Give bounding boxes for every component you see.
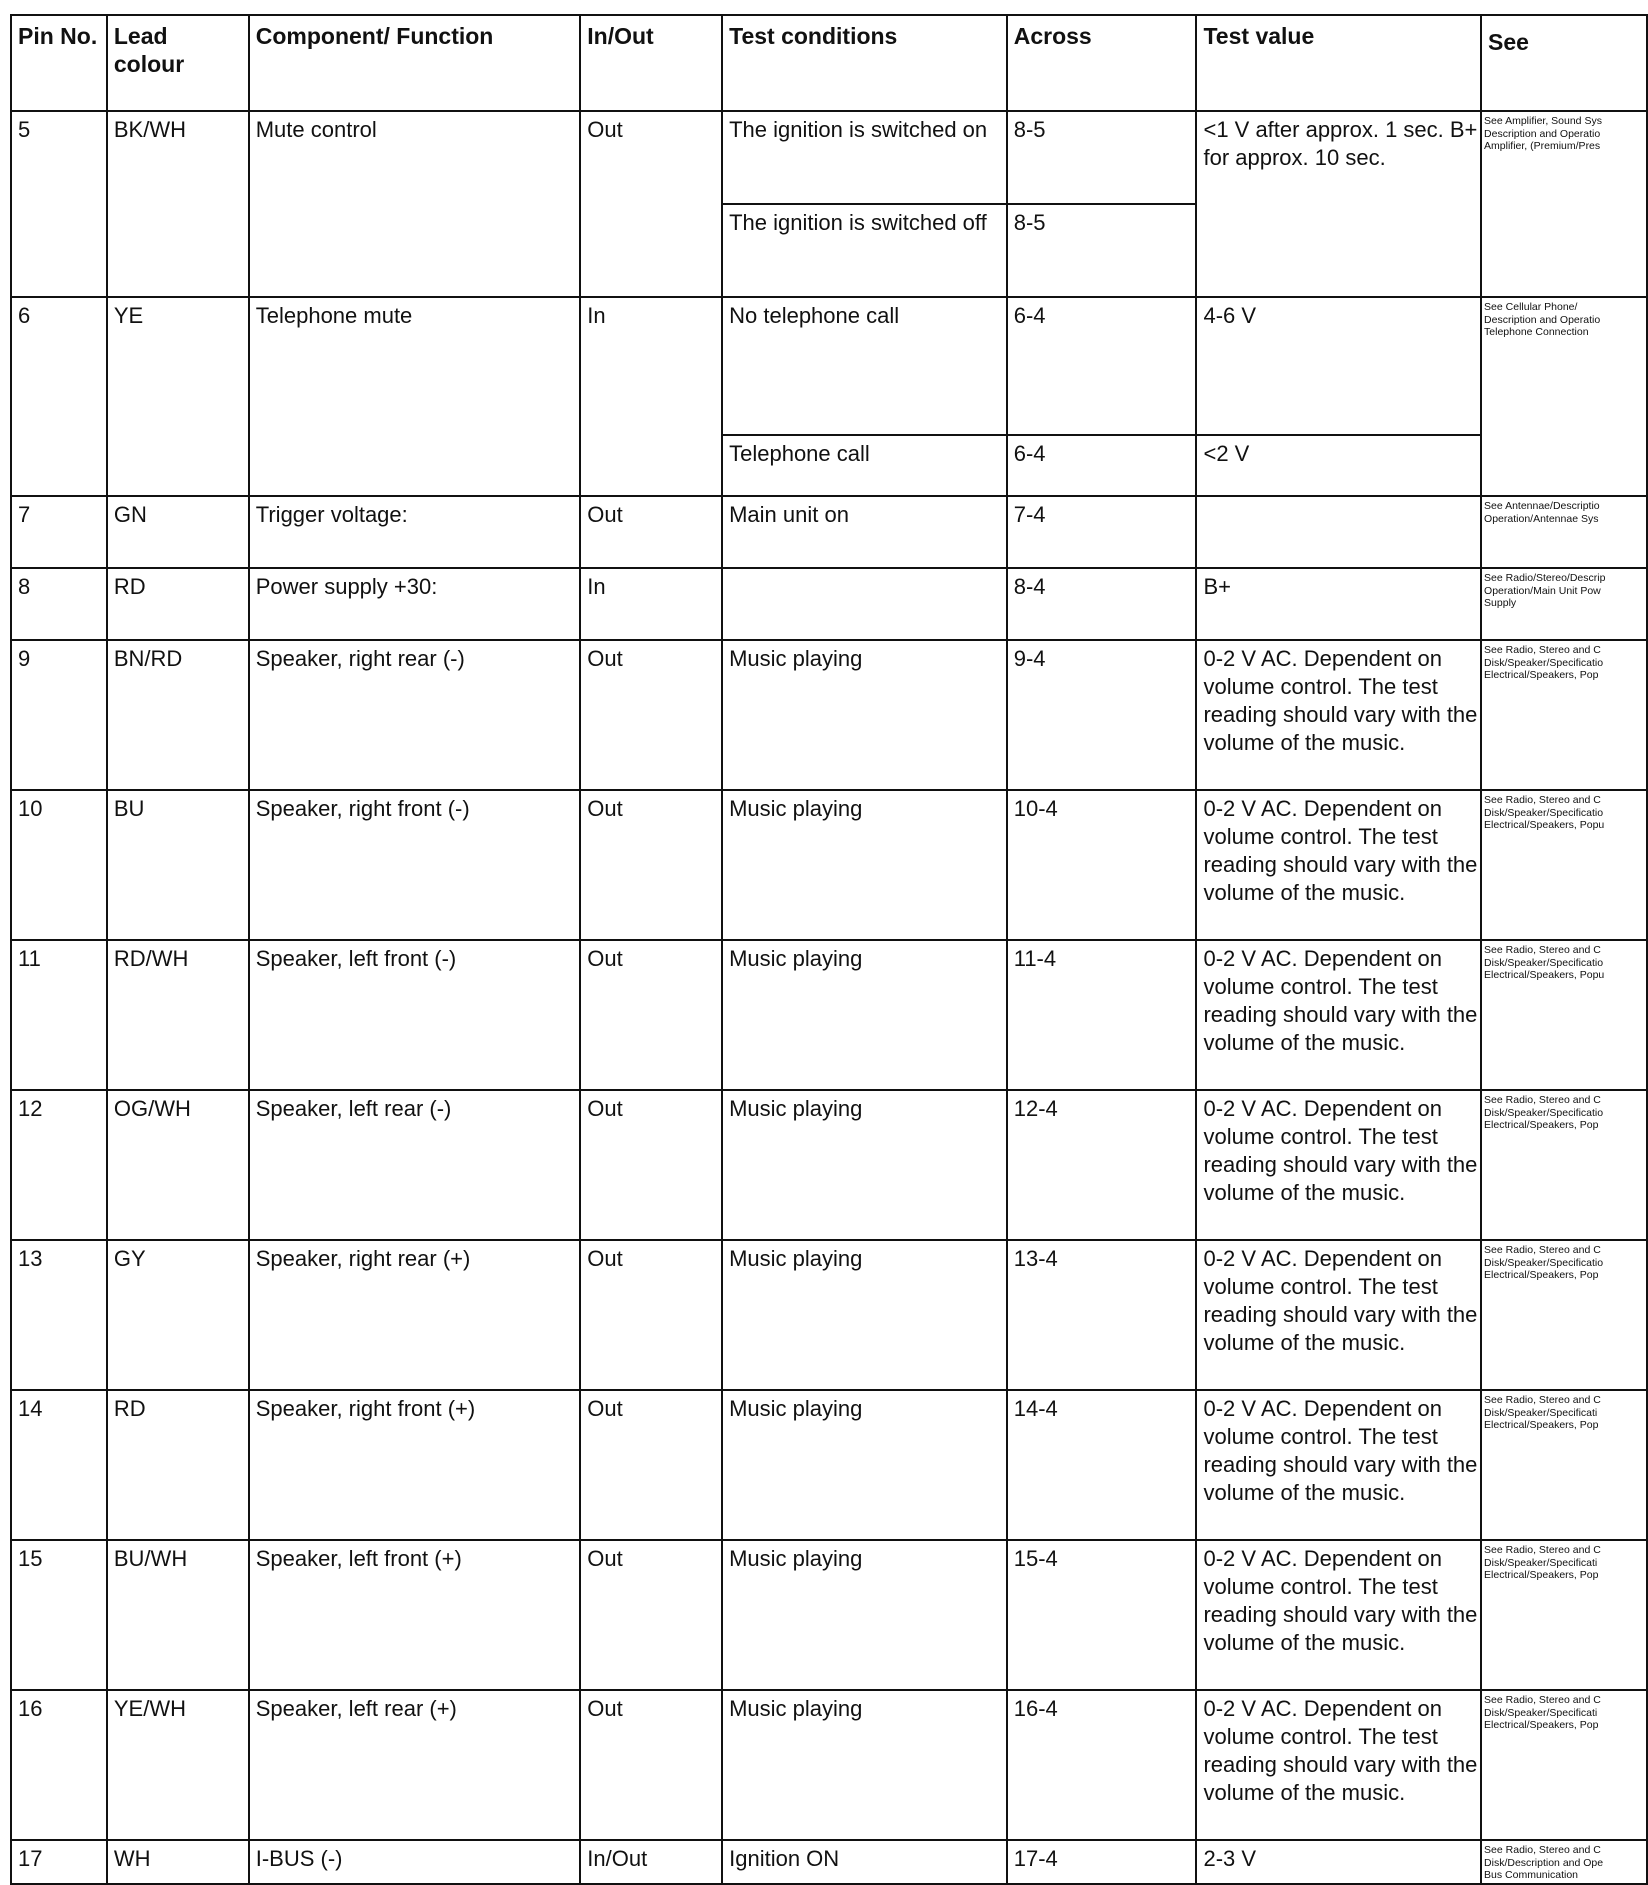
header-across: Across: [1007, 15, 1197, 111]
across-cell: 6-4: [1007, 435, 1197, 496]
test-condition-cell: Ignition ON: [722, 1840, 1007, 1884]
see-reference-line: Electrical/Speakers, Popu: [1484, 819, 1605, 831]
header-test-conditions: Test conditions: [722, 15, 1007, 111]
pin-cell: 14: [11, 1390, 107, 1540]
see-reference-line: Disk/Speaker/Specificatio: [1484, 1256, 1604, 1269]
test-value-cell: 0-2 V AC. Dependent on volume control. The test reading should vary with the volume of the music.: [1196, 1690, 1481, 1840]
pin-cell: 7: [11, 496, 107, 568]
lead-colour-cell: BK/WH: [107, 111, 249, 297]
component-cell: Speaker, left rear (-): [249, 1090, 581, 1240]
lead-colour-cell: GY: [107, 1240, 249, 1390]
test-value-cell: <2 V: [1196, 435, 1481, 496]
lead-colour-cell: RD: [107, 1390, 249, 1540]
see-reference-line: See Radio/Stereo/Descrip: [1484, 572, 1606, 584]
across-cell: 8-5: [1007, 204, 1197, 297]
component-cell: I-BUS (-): [249, 1840, 581, 1884]
see-reference-line: Operation/Main Unit Pow: [1484, 584, 1601, 597]
header-lead-colour: Lead colour: [107, 15, 249, 111]
lead-colour-cell: RD/WH: [107, 940, 249, 1090]
in-out-cell: Out: [580, 1240, 722, 1390]
across-cell: 11-4: [1007, 940, 1197, 1090]
see-reference-line: Disk/Speaker/Specificati: [1484, 1406, 1598, 1419]
lead-colour-cell: BU/WH: [107, 1540, 249, 1690]
table-row: [11, 111, 1647, 204]
in-out-cell: Out: [580, 790, 722, 940]
see-reference-line: Description and Operatio: [1484, 313, 1601, 326]
header-in-out: In/Out: [580, 15, 722, 111]
see-reference-cell: [1481, 111, 1647, 297]
header-pin: Pin No.: [11, 15, 107, 111]
test-condition-cell: Telephone call: [722, 435, 1007, 496]
lead-colour-cell: YE/WH: [107, 1690, 249, 1840]
table-row: [11, 1690, 1647, 1840]
test-value-cell: 2-3 V: [1196, 1840, 1481, 1884]
table-row: [11, 568, 1647, 640]
lead-colour-cell: GN: [107, 496, 249, 568]
see-reference-line: Electrical/Speakers, Pop: [1484, 1569, 1599, 1581]
in-out-cell: Out: [580, 1090, 722, 1240]
see-reference-line: Electrical/Speakers, Pop: [1484, 1119, 1599, 1131]
test-condition-cell: Main unit on: [722, 496, 1007, 568]
test-value-cell: 0-2 V AC. Dependent on volume control. The test reading should vary with the volume of the music.: [1196, 1090, 1481, 1240]
table-row: [11, 297, 1647, 435]
in-out-cell: Out: [580, 111, 722, 297]
see-reference-line: Disk/Speaker/Specificatio: [1484, 1106, 1604, 1119]
see-reference-line: Disk/Speaker/Specificatio: [1484, 956, 1604, 969]
table-row: [11, 1390, 1647, 1540]
test-value-cell: B+: [1196, 568, 1481, 640]
see-reference-line: Disk/Speaker/Specificati: [1484, 1706, 1598, 1719]
across-cell: 6-4: [1007, 297, 1197, 435]
test-value-cell: 0-2 V AC. Dependent on volume control. The test reading should vary with the volume of the music.: [1196, 640, 1481, 790]
test-condition-cell: Music playing: [722, 640, 1007, 790]
see-reference-line: See Radio, Stereo and C: [1484, 1544, 1601, 1556]
table-row: [11, 940, 1647, 1090]
see-reference-line: Disk/Speaker/Specificatio: [1484, 656, 1604, 669]
test-condition-cell: Music playing: [722, 1690, 1007, 1840]
across-cell: 13-4: [1007, 1240, 1197, 1390]
see-reference-line: Operation/Antennae Sys: [1484, 512, 1599, 525]
in-out-cell: Out: [580, 1690, 722, 1840]
component-cell: Speaker, left front (+): [249, 1540, 581, 1690]
test-condition-cell: Music playing: [722, 790, 1007, 940]
see-reference-cell: [1481, 297, 1647, 496]
component-cell: Trigger voltage:: [249, 496, 581, 568]
pin-cell: 10: [11, 790, 107, 940]
component-cell: Power supply +30:: [249, 568, 581, 640]
see-reference-line: Electrical/Speakers, Popu: [1484, 969, 1605, 981]
component-cell: Mute control: [249, 111, 581, 297]
table-row: [11, 1840, 1647, 1884]
header-test-value: Test value: [1196, 15, 1481, 111]
test-condition-cell: Music playing: [722, 1540, 1007, 1690]
see-reference-line: See Radio, Stereo and C: [1484, 1694, 1601, 1706]
lead-colour-cell: OG/WH: [107, 1090, 249, 1240]
across-cell: 8-4: [1007, 568, 1197, 640]
see-reference-line: Disk/Speaker/Specificati: [1484, 1556, 1598, 1569]
lead-colour-cell: BU: [107, 790, 249, 940]
test-value-cell: 0-2 V AC. Dependent on volume control. The test reading should vary with the volume of the music.: [1196, 940, 1481, 1090]
in-out-cell: Out: [580, 496, 722, 568]
see-reference-cell: [1481, 1540, 1647, 1690]
lead-colour-cell: WH: [107, 1840, 249, 1884]
pin-cell: 12: [11, 1090, 107, 1240]
test-value-cell: [1196, 496, 1481, 568]
across-cell: 17-4: [1007, 1840, 1197, 1884]
test-condition-cell: Music playing: [722, 940, 1007, 1090]
see-reference-cell: [1481, 1690, 1647, 1840]
test-condition-cell: The ignition is switched off: [722, 204, 1007, 297]
see-reference-line: Bus Communication: [1484, 1869, 1579, 1881]
see-reference-line: Supply: [1484, 597, 1517, 609]
across-cell: 10-4: [1007, 790, 1197, 940]
see-reference-cell: [1481, 1240, 1647, 1390]
pin-cell: 6: [11, 297, 107, 496]
component-cell: Speaker, right rear (-): [249, 640, 581, 790]
pin-cell: 9: [11, 640, 107, 790]
see-reference-line: Disk/Speaker/Specificatio: [1484, 806, 1604, 819]
lead-colour-cell: RD: [107, 568, 249, 640]
test-value-cell: 0-2 V AC. Dependent on volume control. The test reading should vary with the volume of the music.: [1196, 790, 1481, 940]
table-row: [11, 790, 1647, 940]
in-out-cell: In: [580, 568, 722, 640]
see-reference-line: Electrical/Speakers, Pop: [1484, 669, 1599, 681]
table-row: [11, 496, 1647, 568]
header-see: See: [1481, 15, 1647, 111]
table-row: [11, 1240, 1647, 1390]
see-reference-line: Amplifier, (Premium/Pres: [1484, 140, 1601, 152]
header-component: Component/ Function: [249, 15, 581, 111]
component-cell: Speaker, right rear (+): [249, 1240, 581, 1390]
pin-cell: 11: [11, 940, 107, 1090]
component-cell: Speaker, left front (-): [249, 940, 581, 1090]
see-reference-line: Electrical/Speakers, Pop: [1484, 1719, 1599, 1731]
across-cell: 9-4: [1007, 640, 1197, 790]
across-cell: 7-4: [1007, 496, 1197, 568]
test-value-cell: 4-6 V: [1196, 297, 1481, 435]
see-reference-line: See Radio, Stereo and C: [1484, 794, 1601, 806]
across-cell: 12-4: [1007, 1090, 1197, 1240]
table-row: [11, 1090, 1647, 1240]
table-row: [11, 640, 1647, 790]
lead-colour-cell: YE: [107, 297, 249, 496]
pin-cell: 17: [11, 1840, 107, 1884]
see-reference-cell: [1481, 940, 1647, 1090]
see-reference-line: Telephone Connection: [1484, 326, 1589, 338]
pin-cell: 15: [11, 1540, 107, 1690]
in-out-cell: In/Out: [580, 1840, 722, 1884]
test-value-cell: 0-2 V AC. Dependent on volume control. The test reading should vary with the volume of the music.: [1196, 1240, 1481, 1390]
test-value-cell: 0-2 V AC. Dependent on volume control. The test reading should vary with the volume of the music.: [1196, 1540, 1481, 1690]
lead-colour-cell: BN/RD: [107, 640, 249, 790]
component-cell: Speaker, right front (-): [249, 790, 581, 940]
pin-cell: 13: [11, 1240, 107, 1390]
pin-cell: 16: [11, 1690, 107, 1840]
in-out-cell: Out: [580, 1390, 722, 1540]
in-out-cell: Out: [580, 1540, 722, 1690]
across-cell: 16-4: [1007, 1690, 1197, 1840]
test-condition-cell: Music playing: [722, 1390, 1007, 1540]
see-reference-line: See Radio, Stereo and C: [1484, 1394, 1601, 1406]
pin-assignment-table: [10, 14, 1648, 1885]
see-reference-line: Electrical/Speakers, Pop: [1484, 1269, 1599, 1281]
test-condition-cell: No telephone call: [722, 297, 1007, 435]
pin-table-container: [10, 14, 1648, 1885]
see-reference-cell: [1481, 1840, 1647, 1884]
across-cell: 15-4: [1007, 1540, 1197, 1690]
test-value-cell: <1 V after approx. 1 sec. B+ for approx. 10 sec.: [1196, 111, 1481, 297]
see-reference-cell: [1481, 640, 1647, 790]
header-row: [11, 15, 1647, 111]
see-reference-line: Disk/Description and Ope: [1484, 1856, 1604, 1869]
see-reference-cell: [1481, 1390, 1647, 1540]
see-reference-line: See Radio, Stereo and C: [1484, 944, 1601, 956]
see-reference-cell: [1481, 1090, 1647, 1240]
in-out-cell: In: [580, 297, 722, 496]
see-reference-line: See Radio, Stereo and C: [1484, 1844, 1601, 1856]
across-cell: 8-5: [1007, 111, 1197, 204]
across-cell: 14-4: [1007, 1390, 1197, 1540]
test-condition-cell: Music playing: [722, 1090, 1007, 1240]
test-condition-cell: [722, 568, 1007, 640]
see-reference-line: See Radio, Stereo and C: [1484, 1244, 1601, 1256]
see-reference-cell: [1481, 568, 1647, 640]
test-value-cell: 0-2 V AC. Dependent on volume control. The test reading should vary with the volume of the music.: [1196, 1390, 1481, 1540]
test-condition-cell: The ignition is switched on: [722, 111, 1007, 204]
see-reference-cell: [1481, 496, 1647, 568]
see-reference-line: See Radio, Stereo and C: [1484, 1094, 1601, 1106]
see-reference-line: Description and Operatio: [1484, 127, 1601, 140]
pin-cell: 5: [11, 111, 107, 297]
see-reference-line: See Radio, Stereo and C: [1484, 644, 1601, 656]
in-out-cell: Out: [580, 940, 722, 1090]
test-condition-cell: Music playing: [722, 1240, 1007, 1390]
see-reference-line: See Amplifier, Sound Sys: [1484, 115, 1602, 127]
table-row: [11, 1540, 1647, 1690]
component-cell: Speaker, right front (+): [249, 1390, 581, 1540]
see-reference-line: See Cellular Phone/: [1484, 301, 1578, 313]
see-reference-cell: [1481, 790, 1647, 940]
component-cell: Telephone mute: [249, 297, 581, 496]
see-reference-line: See Antennae/Descriptio: [1484, 500, 1600, 512]
see-reference-line: Electrical/Speakers, Pop: [1484, 1419, 1599, 1431]
pin-cell: 8: [11, 568, 107, 640]
component-cell: Speaker, left rear (+): [249, 1690, 581, 1840]
in-out-cell: Out: [580, 640, 722, 790]
